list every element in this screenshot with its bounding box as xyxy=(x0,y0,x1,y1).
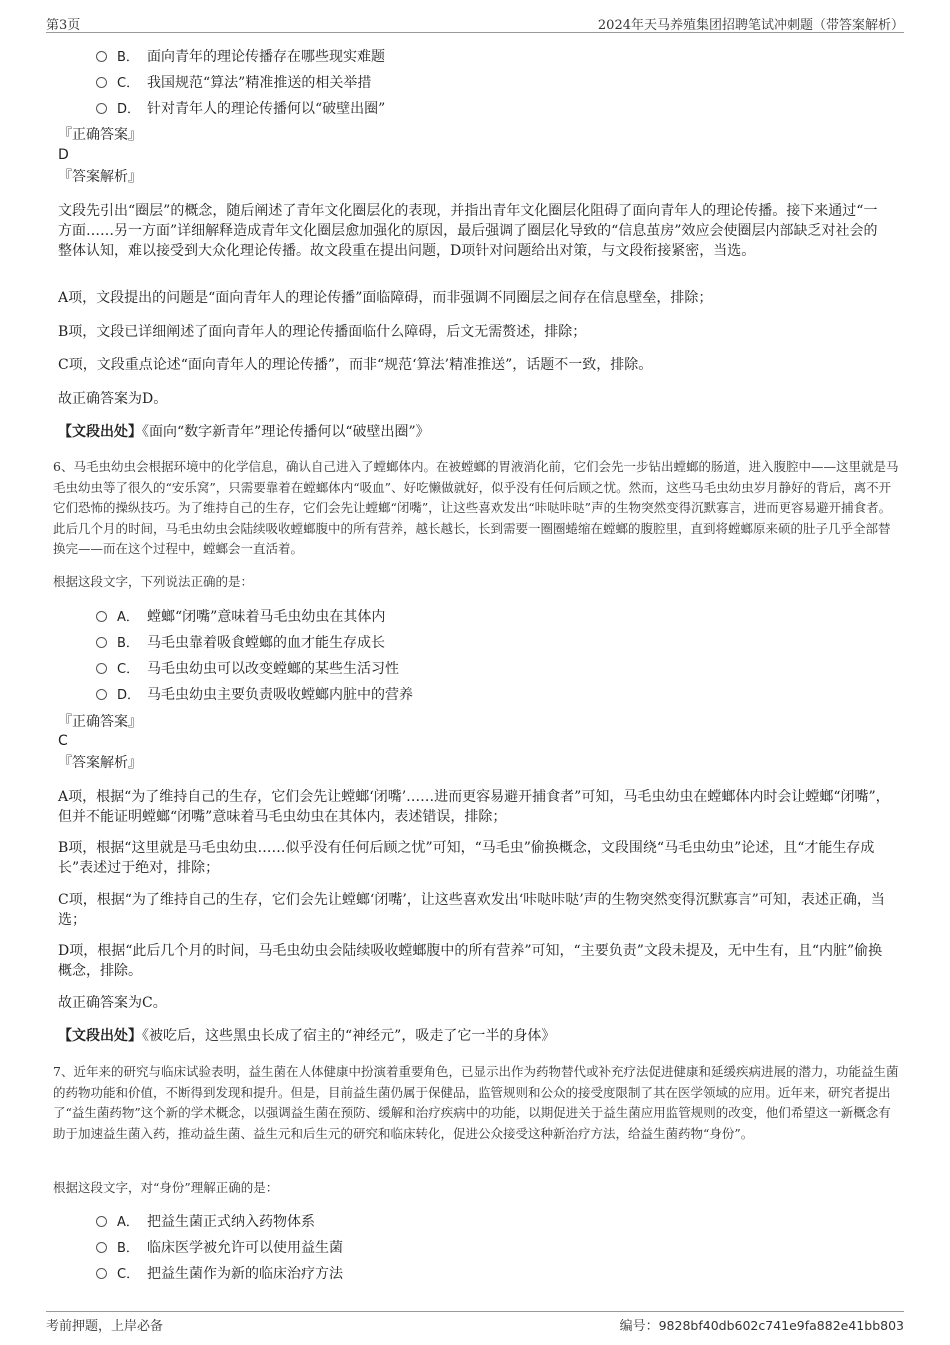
radio-icon[interactable] xyxy=(96,1216,107,1227)
q6-answer-label: 『正确答案』 xyxy=(58,714,142,730)
source-title: 《被吃后，这些黑虫长成了宿主的“神经元”，吸走了它一半的身体》 xyxy=(142,1028,556,1044)
q6-analysis-paragraph: A项，根据“为了维持自己的生存，它们会先让螳螂‘闭嘴’……进而更容易避开捕食者”可知，马毛虫幼虫在螳螂体内时会让螳螂“闭嘴”，但并不能证明螳螂“闭嘴”意味着马毛虫幼虫在其体内，表述错误，排除； xyxy=(58,789,890,825)
q5-analysis-paragraph: A项，文段提出的问题是“面向青年人的理论传播”面临障碍，而非强调不同圈层之间存在信息壁垒，排除； xyxy=(58,290,713,306)
radio-icon[interactable] xyxy=(96,611,107,622)
q6-option-d[interactable]: D． 马毛虫幼虫主要负责吸收螳螂内脏中的营养 xyxy=(96,685,413,705)
q5-source xyxy=(58,422,430,442)
q6-option-a[interactable]: A． 螳螂“闭嘴”意味着马毛虫幼虫在其体内 xyxy=(96,607,385,627)
q5-answer-label: 『正确答案』 xyxy=(58,127,142,143)
q6-option-b[interactable]: B． 马毛虫靠着吸食螳螂的血才能生存成长 xyxy=(96,633,385,653)
q6-conclusion: 故正确答案为C。 xyxy=(58,995,167,1011)
q6-analysis-label: 『答案解析』 xyxy=(58,755,142,771)
q6-answer: C xyxy=(58,733,68,749)
radio-icon[interactable] xyxy=(96,1268,107,1279)
q7-question-text: 7、近年来的研究与临床试验表明，益生菌在人体健康中扮演着重要角色，已显示出作为药物替代或补充疗法促进健康和延缓疾病进展的潜力，功能益生菌的药物功能和价值，不断得到发现和提升。但是，目前益生菌仍属于保健品，监管规则和公众的接受度限制了其在医学领域的应用。近年来，研究者提出了“益生菌药物”这个新的学术概念，以强调益生菌在预防、缓解和治疗疾病中的功能，以期促进关于益生菌应用监管规则的改变，他们希望这一新概念有助于加速益生菌入药，推动益生菌、益生元和后生元的研究和临床转化，促进公众接受这种新治疗方法，给益生菌药物“身份”。 xyxy=(53,1064,899,1141)
radio-icon[interactable] xyxy=(96,1242,107,1253)
source-label: 【文段出处】 xyxy=(58,424,142,440)
q5-analysis-paragraph: 文段先引出“圈层”的概念，随后阐述了青年文化圈层化的表现，并指出青年文化圈层化阻碍了面向青年人的理论传播。接下来通过“一方面……另一方面”详细解释造成青年文化圈层愈加强化的原因，最后强调了圈层化导致的“信息茧房”效应会使圈层内部缺乏对社会的整体认知，难以接受到大众化理论传播。故文段重在提出问题，D项针对问题给出对策，与文段衔接紧密，当选。 xyxy=(58,203,878,259)
q6-question-text: 6、马毛虫幼虫会根据环境中的化学信息，确认自己进入了螳螂体内。在被螳螂的胃液消化前，它们会先一步钻出螳螂的肠道，进入腹腔中——这里就是马毛虫幼虫等了很久的“安乐窝”，只需要靠着在螳螂体内“吸血”、好吃懒做就好，似乎没有任何后顾之忧。然而，这些马毛虫幼虫岁月静好的背后，离不开它们恐怖的操纵技巧。为了维持自己的生存，它们会先让螳螂“闭嘴”，让这些喜欢发出“咔哒咔哒”声的生物突然变得沉默寡言，进而更容易避开捕食者。此后几个月的时间，马毛虫幼虫会陆续吸收螳螂腹中的所有营养，越长越长，长到需要一圈圈蜷缩在螳螂的腹腔里，直到将螳螂原来硕的肚子几乎全部替换完——而在这个过程中，螳螂会一直活着。 xyxy=(53,459,899,556)
q5-analysis-paragraph: C项，文段重点论述“面向青年人的理论传播”，而非“规范‘算法’精准推送”，话题不一致，排除。 xyxy=(58,357,653,373)
q6-prompt: 根据这段文字，下列说法正确的是： xyxy=(53,574,254,589)
q5-answer: D xyxy=(58,147,69,163)
q7-option-b[interactable]: B． 临床医学被允许可以使用益生菌 xyxy=(96,1238,343,1258)
footer-slogan: 考前押题，上岸必备 xyxy=(46,1319,164,1334)
q6-option-c[interactable]: C． 马毛虫幼虫可以改变螳螂的某些生活习性 xyxy=(96,659,399,679)
q7-option-a[interactable]: A． 把益生菌正式纳入药物体系 xyxy=(96,1212,315,1232)
radio-icon[interactable] xyxy=(96,637,107,648)
q6-source xyxy=(58,1026,555,1046)
q5-conclusion: 故正确答案为D。 xyxy=(58,391,168,407)
q5-analysis-paragraph: B项，文段已详细阐述了面向青年人的理论传播面临什么障碍，后文无需赘述，排除； xyxy=(58,324,587,340)
q7-prompt: 根据这段文字，对“身份”理解正确的是： xyxy=(53,1180,279,1195)
page-header xyxy=(46,12,904,33)
source-title: 《面向“数字新青年”理论传播何以“破壁出圈”》 xyxy=(142,424,430,440)
q7-option-c[interactable]: C． 把益生菌作为新的临床治疗方法 xyxy=(96,1264,343,1284)
document-code: 编号：9828bf40db602c741e9fa882e41bb803 xyxy=(619,1318,904,1334)
q6-analysis-paragraph: D项，根据“此后几个月的时间，马毛虫幼虫会陆续吸收螳螂腹中的所有营养”可知，“主要负责”文段未提及，无中生有，且“内脏”偷换概念，排除。 xyxy=(58,943,883,979)
radio-icon[interactable] xyxy=(96,77,107,88)
page-number: 第3页 xyxy=(46,18,81,33)
page-footer xyxy=(46,1311,904,1336)
radio-icon[interactable] xyxy=(96,103,107,114)
q5-option-b[interactable]: B． 面向青年的理论传播存在哪些现实难题 xyxy=(96,47,385,67)
q6-analysis-paragraph: B项，根据“这里就是马毛虫幼虫……似乎没有任何后顾之忧”可知，“马毛虫”偷换概念，文段围绕“马毛虫幼虫”论述，且“才能生存成长”表述过于绝对，排除； xyxy=(58,840,875,876)
q5-option-c[interactable]: C． 我国规范“算法”精准推送的相关举措 xyxy=(96,73,371,93)
q5-option-d[interactable]: D． 针对青年人的理论传播何以“破壁出圈” xyxy=(96,99,385,119)
q5-analysis-label: 『答案解析』 xyxy=(58,169,142,185)
document-title: 2024年天马养殖集团招聘笔试冲刺题（带答案解析） xyxy=(597,18,904,33)
radio-icon[interactable] xyxy=(96,51,107,62)
q6-analysis-paragraph: C项，根据“为了维持自己的生存，它们会先让螳螂‘闭嘴’，让这些喜欢发出‘咔哒咔哒’声的生物突然变得沉默寡言”可知，表述正确，当选； xyxy=(58,892,885,928)
radio-icon[interactable] xyxy=(96,689,107,700)
source-label: 【文段出处】 xyxy=(58,1028,142,1044)
radio-icon[interactable] xyxy=(96,663,107,674)
